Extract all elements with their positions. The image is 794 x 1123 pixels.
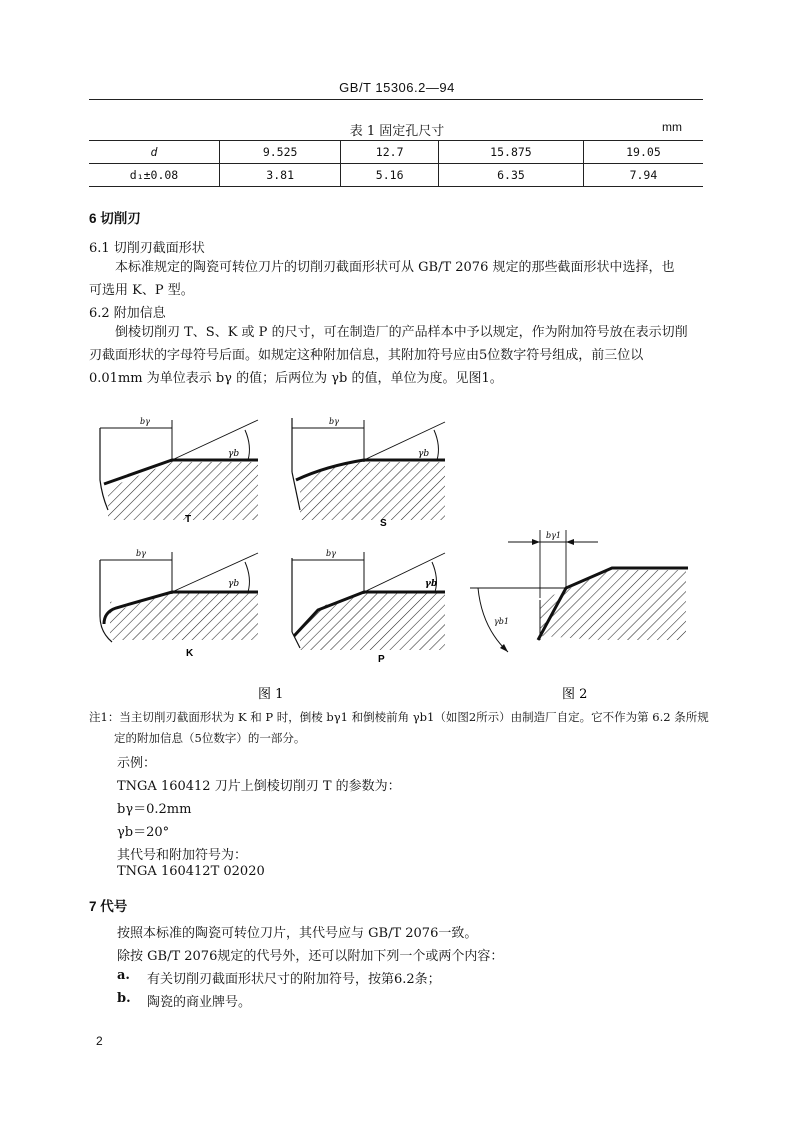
table-cell: 7.94 — [583, 164, 703, 187]
section62-para-line2: 刃截面形状的字母符号后面。如规定这种附加信息，其附加符号应由5位数字符号组成，前三位以 — [89, 348, 644, 363]
figure1-caption: 图 1 — [258, 687, 284, 702]
section62-para-line1: 倒棱切削刃 T、S、K 或 P 的尺寸，可在制造厂的产品样本中予以规定，作为附加符号放在表示切削 — [115, 325, 688, 340]
label-br1: bγ1 — [546, 531, 561, 540]
page-number: 2 — [96, 1034, 103, 1048]
note-line2: 定的附加信息（5位数字）的一部分。 — [114, 731, 306, 745]
profile-label-T: T — [185, 514, 192, 525]
section7-item-b-text: 陶瓷的商业牌号。 — [147, 995, 252, 1010]
profile-P — [292, 549, 445, 665]
label-gb: γb — [228, 449, 240, 459]
section61-para-line1: 本标准规定的陶瓷可转位刀片的切削刃截面形状可从 GB/T 2076 规定的那些截面形状中选择，也 — [115, 260, 675, 275]
example-line4: 其代号和附加符号为： — [117, 848, 248, 863]
table-cell: 5.16 — [341, 164, 439, 187]
table-row — [89, 141, 703, 164]
profile-K — [100, 549, 258, 659]
table-cell: 12.7 — [341, 141, 439, 164]
section7-line2: 除按 GB/T 2076规定的代号外，还可以附加下列一个或两个内容： — [117, 949, 504, 964]
example-line1: TNGA 160412 刀片上倒棱切削刃 T 的参数为： — [117, 779, 401, 794]
label-gb: γb — [228, 579, 240, 589]
table1 — [89, 140, 703, 187]
header-rule — [89, 99, 703, 100]
example-title: 示例： — [117, 756, 157, 771]
profile-label-S: S — [380, 518, 387, 529]
table-cell: 6.35 — [439, 164, 584, 187]
table-row — [89, 164, 703, 187]
example-line5: TNGA 160412T 02020 — [117, 864, 265, 879]
profile-S — [292, 417, 445, 529]
section62-title: 6.2 附加信息 — [89, 306, 166, 321]
table-cell: 19.05 — [583, 141, 703, 164]
figure2-detail — [470, 530, 688, 652]
profile-T — [100, 417, 258, 525]
table-cell: 9.525 — [220, 141, 341, 164]
label-br: bγ — [136, 549, 146, 558]
section7-item-b-marker: b. — [117, 991, 131, 1006]
section7-line1: 按照本标准的陶瓷可转位刀片，其代号应与 GB/T 2076一致。 — [117, 926, 478, 941]
section6-title: 6 切削刃 — [89, 211, 141, 226]
note-line1: 注1：当主切削刃截面形状为 K 和 P 时，倒棱 bγ1 和倒棱前角 γb1（如图2所示）由制造厂自定。它不作为第 6.2 条所规 — [89, 710, 709, 724]
table1-caption: 表 1 固定孔尺寸 — [349, 124, 445, 139]
profile-label-K: K — [186, 648, 194, 659]
label-gb1: γb1 — [494, 617, 509, 626]
table-cell-label: d₁±0.08 — [89, 164, 220, 187]
figures-1-2 — [0, 400, 794, 710]
section7-item-a-marker: a. — [117, 968, 130, 983]
section7-item-a-text: 有关切削刃截面形状尺寸的附加符号，按第6.2条； — [147, 972, 441, 987]
document-header: GB/T 15306.2—94 — [339, 80, 455, 95]
example-line2: bγ＝0.2mm — [117, 802, 192, 817]
section61-title: 6.1 切削刃截面形状 — [89, 241, 205, 256]
section62-para-line3: 0.01mm 为单位表示 bγ 的值；后两位为 γb 的值，单位为度。见图1。 — [89, 371, 503, 386]
label-br: bγ — [329, 417, 339, 426]
table1-unit: mm — [662, 120, 682, 134]
table-cell-text: d — [150, 145, 158, 159]
table-cell: 15.875 — [439, 141, 584, 164]
label-gb: γb — [418, 449, 430, 459]
table-cell: 3.81 — [220, 164, 341, 187]
label-gb: γb — [425, 579, 438, 589]
section7-title: 7 代号 — [89, 899, 128, 914]
table-cell-label — [89, 141, 220, 164]
profile-label-P: P — [378, 654, 385, 665]
label-br: bγ — [326, 549, 336, 558]
example-line3: γb＝20° — [117, 825, 170, 840]
figure2-caption: 图 2 — [562, 687, 588, 702]
label-br: bγ — [140, 417, 150, 426]
section61-para-line2: 可选用 K、P 型。 — [89, 283, 194, 298]
